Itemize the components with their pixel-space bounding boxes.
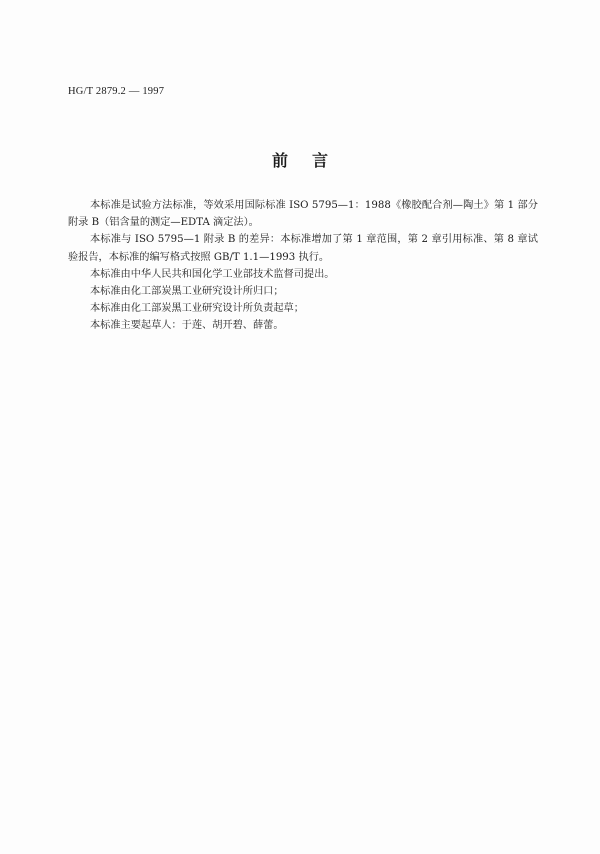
paragraph: 本标准由化工部炭黑工业研究设计所归口； — [90, 286, 284, 298]
paragraph: 本标准由化工部炭黑工业研究设计所负责起草； — [90, 303, 304, 315]
paragraph: 本标准主要起草人：于莲、胡开碧、薛蕾。 — [90, 320, 284, 332]
paragraph: 本标准与 ISO 5795—1 附录 B 的差异：本标准增加了第 1 章范围，第 2 章引用标准、第 8 章试验报告，本标准的编写格式按照 GB/T 1.1—1993 执行。 — [68, 234, 538, 263]
paragraph: 本标准由中华人民共和国化学工业部技术监督司提出。 — [90, 268, 335, 280]
foreword-body — [68, 197, 538, 335]
standard-code: HG/T 2879.2 — 1997 — [68, 86, 165, 97]
page-title: 前言 — [271, 151, 352, 170]
paragraph: 本标准是试验方法标准，等效采用国际标准 ISO 5795—1：1988《橡胶配合剂—陶土》第 1 部分附录 B（铝含量的测定—EDTA 滴定法）。 — [68, 200, 538, 229]
